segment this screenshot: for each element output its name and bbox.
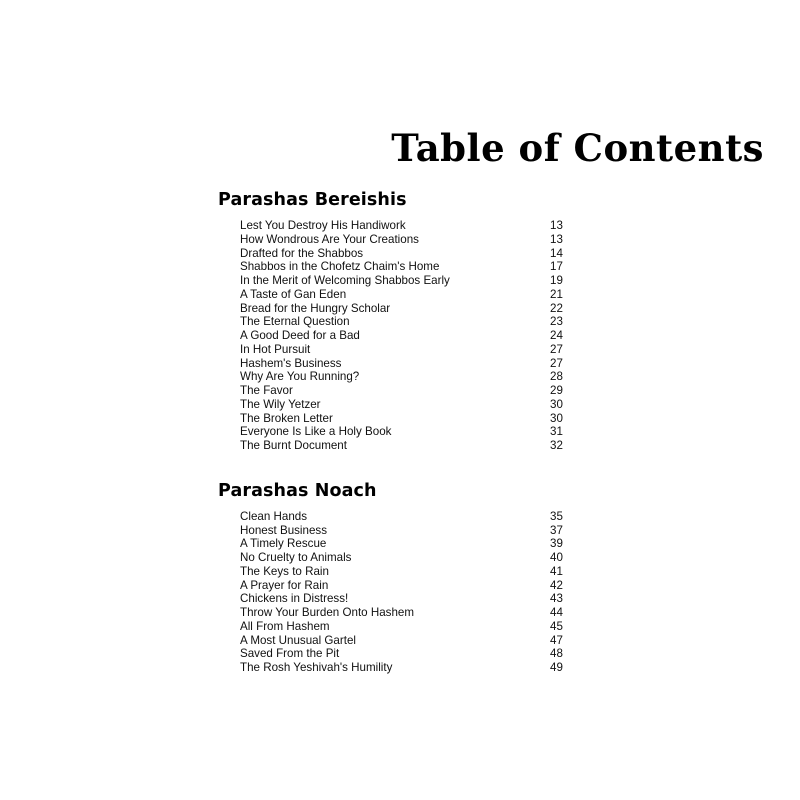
- entry-page-number: 35: [550, 509, 563, 523]
- entry-title: Everyone Is Like a Holy Book: [240, 425, 392, 439]
- entry-page-number: 23: [550, 315, 563, 329]
- entry-page-number: 43: [550, 592, 563, 606]
- entry-title: A Taste of Gan Eden: [240, 287, 347, 301]
- list-item[interactable]: [218, 412, 584, 426]
- entry-title: Saved From the Pit: [240, 647, 340, 661]
- entry-page-number: 29: [550, 384, 563, 397]
- entry-title: The Rosh Yeshivah's Humility: [240, 661, 393, 674]
- entry-page-number: 48: [550, 647, 563, 661]
- entry-page-number: 24: [550, 329, 563, 342]
- entry-page-number: 37: [550, 523, 563, 537]
- entry-title: Shabbos in the Chofetz Chaim's Home: [240, 260, 440, 274]
- entry-page-number: 32: [550, 439, 563, 452]
- list-item[interactable]: [218, 357, 584, 371]
- entry-page-number: 27: [550, 342, 563, 356]
- list-item[interactable]: [218, 634, 584, 648]
- list-item[interactable]: [218, 620, 584, 634]
- list-item[interactable]: [218, 329, 584, 343]
- entry-page-number: 27: [550, 356, 563, 370]
- entry-title: The Burnt Document: [240, 439, 347, 452]
- list-item[interactable]: [218, 647, 584, 661]
- list-item[interactable]: [218, 398, 584, 412]
- entry-title: All From Hashem: [240, 619, 330, 633]
- entry-page-number: 39: [550, 537, 563, 551]
- list-item[interactable]: [218, 565, 584, 579]
- entry-page-number: 47: [550, 633, 563, 647]
- list-item[interactable]: [218, 606, 584, 620]
- entry-page-number: 14: [550, 246, 563, 260]
- entry-title: A Timely Rescue: [240, 537, 327, 551]
- entry-title: Lest You Destroy His Handiwork: [240, 219, 406, 232]
- toc-section-noach: [218, 481, 584, 675]
- entry-title: In Hot Pursuit: [240, 342, 311, 356]
- entry-title: The Broken Letter: [240, 411, 333, 425]
- list-item[interactable]: [218, 592, 584, 606]
- entry-title: Hashem's Business: [240, 356, 342, 370]
- list-item[interactable]: [218, 302, 584, 316]
- section-divider-space: [218, 459, 584, 481]
- list-item[interactable]: [218, 439, 584, 453]
- entry-page-number: 22: [550, 301, 563, 315]
- entry-title: Honest Business: [240, 523, 327, 537]
- entry-title: Why Are You Running?: [240, 370, 360, 384]
- entry-title: The Eternal Question: [240, 315, 350, 329]
- list-item[interactable]: [218, 510, 584, 524]
- list-item[interactable]: [218, 524, 584, 538]
- entry-title: Throw Your Burden Onto Hashem: [240, 606, 415, 619]
- list-item[interactable]: [218, 661, 584, 675]
- entry-title: The Wily Yetzer: [240, 397, 321, 411]
- entry-title: How Wondrous Are Your Creations: [240, 232, 419, 246]
- entry-page-number: 42: [550, 578, 563, 592]
- entry-page-number: 45: [550, 619, 563, 633]
- list-item[interactable]: [218, 425, 584, 439]
- entry-title: A Most Unusual Gartel: [240, 633, 356, 647]
- list-item[interactable]: [218, 537, 584, 551]
- list-item[interactable]: [218, 233, 584, 247]
- entry-title: A Good Deed for a Bad: [240, 329, 360, 342]
- entry-title: Drafted for the Shabbos: [240, 246, 364, 260]
- list-item[interactable]: [218, 551, 584, 565]
- entry-title: Clean Hands: [240, 509, 308, 523]
- section-heading: Parashas Bereishis: [218, 190, 407, 210]
- entry-page-number: 28: [550, 370, 563, 384]
- toc-body: [218, 190, 584, 681]
- list-item[interactable]: [218, 260, 584, 274]
- entry-page-number: 49: [550, 661, 563, 674]
- list-item[interactable]: [218, 219, 584, 233]
- list-item[interactable]: [218, 343, 584, 357]
- entry-title: Chickens in Distress!: [240, 592, 349, 606]
- list-item[interactable]: [218, 247, 584, 261]
- entry-page-number: 13: [550, 232, 563, 246]
- entry-page-number: 41: [550, 564, 563, 578]
- list-item[interactable]: [218, 288, 584, 302]
- list-item[interactable]: [218, 384, 584, 398]
- page-title: Table of Contents: [391, 126, 764, 170]
- entry-page-number: 30: [550, 397, 563, 411]
- entry-page-number: 30: [550, 411, 563, 425]
- toc-entry-list: [218, 510, 584, 675]
- entry-title: Bread for the Hungry Scholar: [240, 301, 391, 315]
- entry-page-number: 31: [550, 425, 563, 439]
- entry-page-number: 21: [550, 287, 563, 301]
- entry-page-number: 44: [550, 606, 563, 619]
- entry-title: No Cruelty to Animals: [240, 551, 352, 564]
- entry-title: The Favor: [240, 384, 293, 397]
- toc-entry-list: [218, 219, 584, 453]
- list-item[interactable]: [218, 579, 584, 593]
- entry-title: The Keys to Rain: [240, 564, 329, 578]
- entry-page-number: 17: [550, 260, 563, 274]
- entry-page-number: 13: [550, 219, 563, 232]
- list-item[interactable]: [218, 315, 584, 329]
- entry-title: A Prayer for Rain: [240, 578, 329, 592]
- section-heading: Parashas Noach: [218, 480, 377, 501]
- list-item[interactable]: [218, 274, 584, 288]
- entry-title: In the Merit of Welcoming Shabbos Early: [240, 274, 450, 287]
- entry-page-number: 40: [550, 551, 563, 564]
- list-item[interactable]: [218, 370, 584, 384]
- entry-page-number: 19: [550, 274, 563, 287]
- toc-section-bereishis: [218, 190, 584, 453]
